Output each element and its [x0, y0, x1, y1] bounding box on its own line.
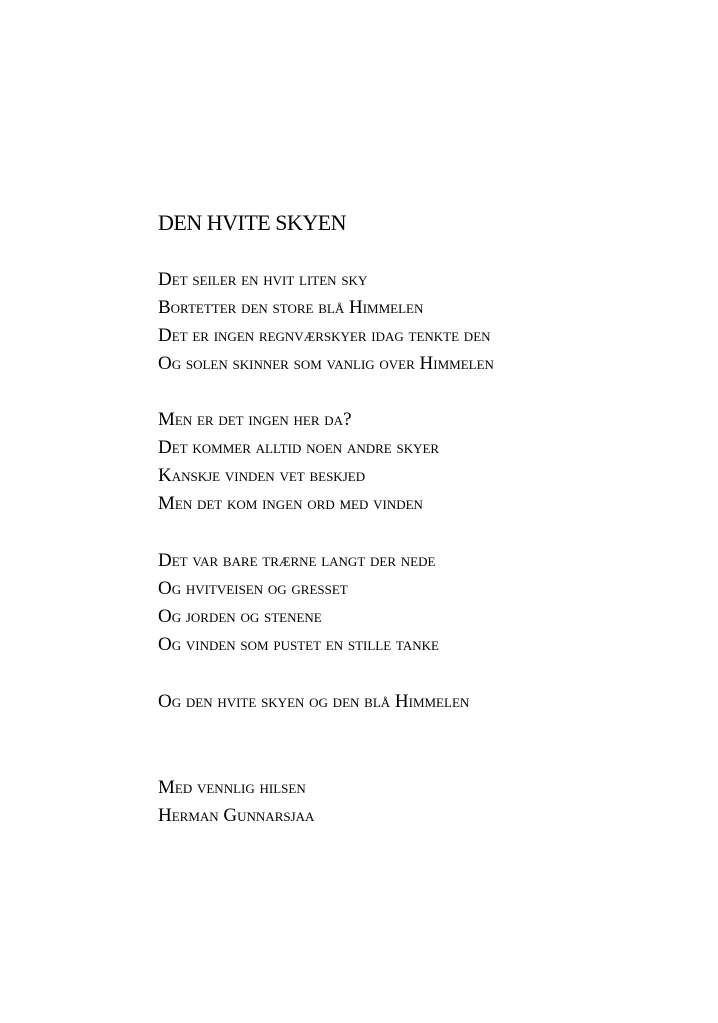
signature-greeting: Med vennlig hilsen: [158, 777, 306, 798]
poem-title: DEN HVITE SKYEN: [158, 210, 347, 235]
signature-name: Herman Gunnarsjaa: [158, 805, 315, 826]
stanza-3-line-1: Det var bare trærne langt der nede: [158, 550, 436, 571]
stanza-2-line-2: Det kommer alltid noen andre skyer: [158, 437, 440, 458]
stanza-1-line-1: Det seiler en hvit liten sky: [158, 269, 368, 290]
stanza-3-line-3: Og jorden og stenene: [158, 606, 322, 627]
stanza-1-line-4: Og solen skinner som vanlig over Himmelen: [158, 353, 494, 374]
stanza-2-line-4: Men det kom ingen ord med vinden: [158, 493, 423, 514]
stanza-1-line-3: Det er ingen regnværskyer idag tenkte den: [158, 325, 491, 346]
stanza-3-line-4: Og vinden som pustet en stille tanke: [158, 634, 439, 655]
stanza-2-line-3: Kanskje vinden vet beskjed: [158, 465, 366, 486]
stanza-2-line-1: Men er det ingen her da?: [158, 409, 352, 430]
stanza-3-line-2: Og hvitveisen og gresset: [158, 578, 348, 599]
stanza-4-line-1: Og den hvite skyen og den blå Himmelen: [158, 691, 470, 712]
stanza-1-line-2: Bortetter den store blå Himmelen: [158, 297, 424, 318]
